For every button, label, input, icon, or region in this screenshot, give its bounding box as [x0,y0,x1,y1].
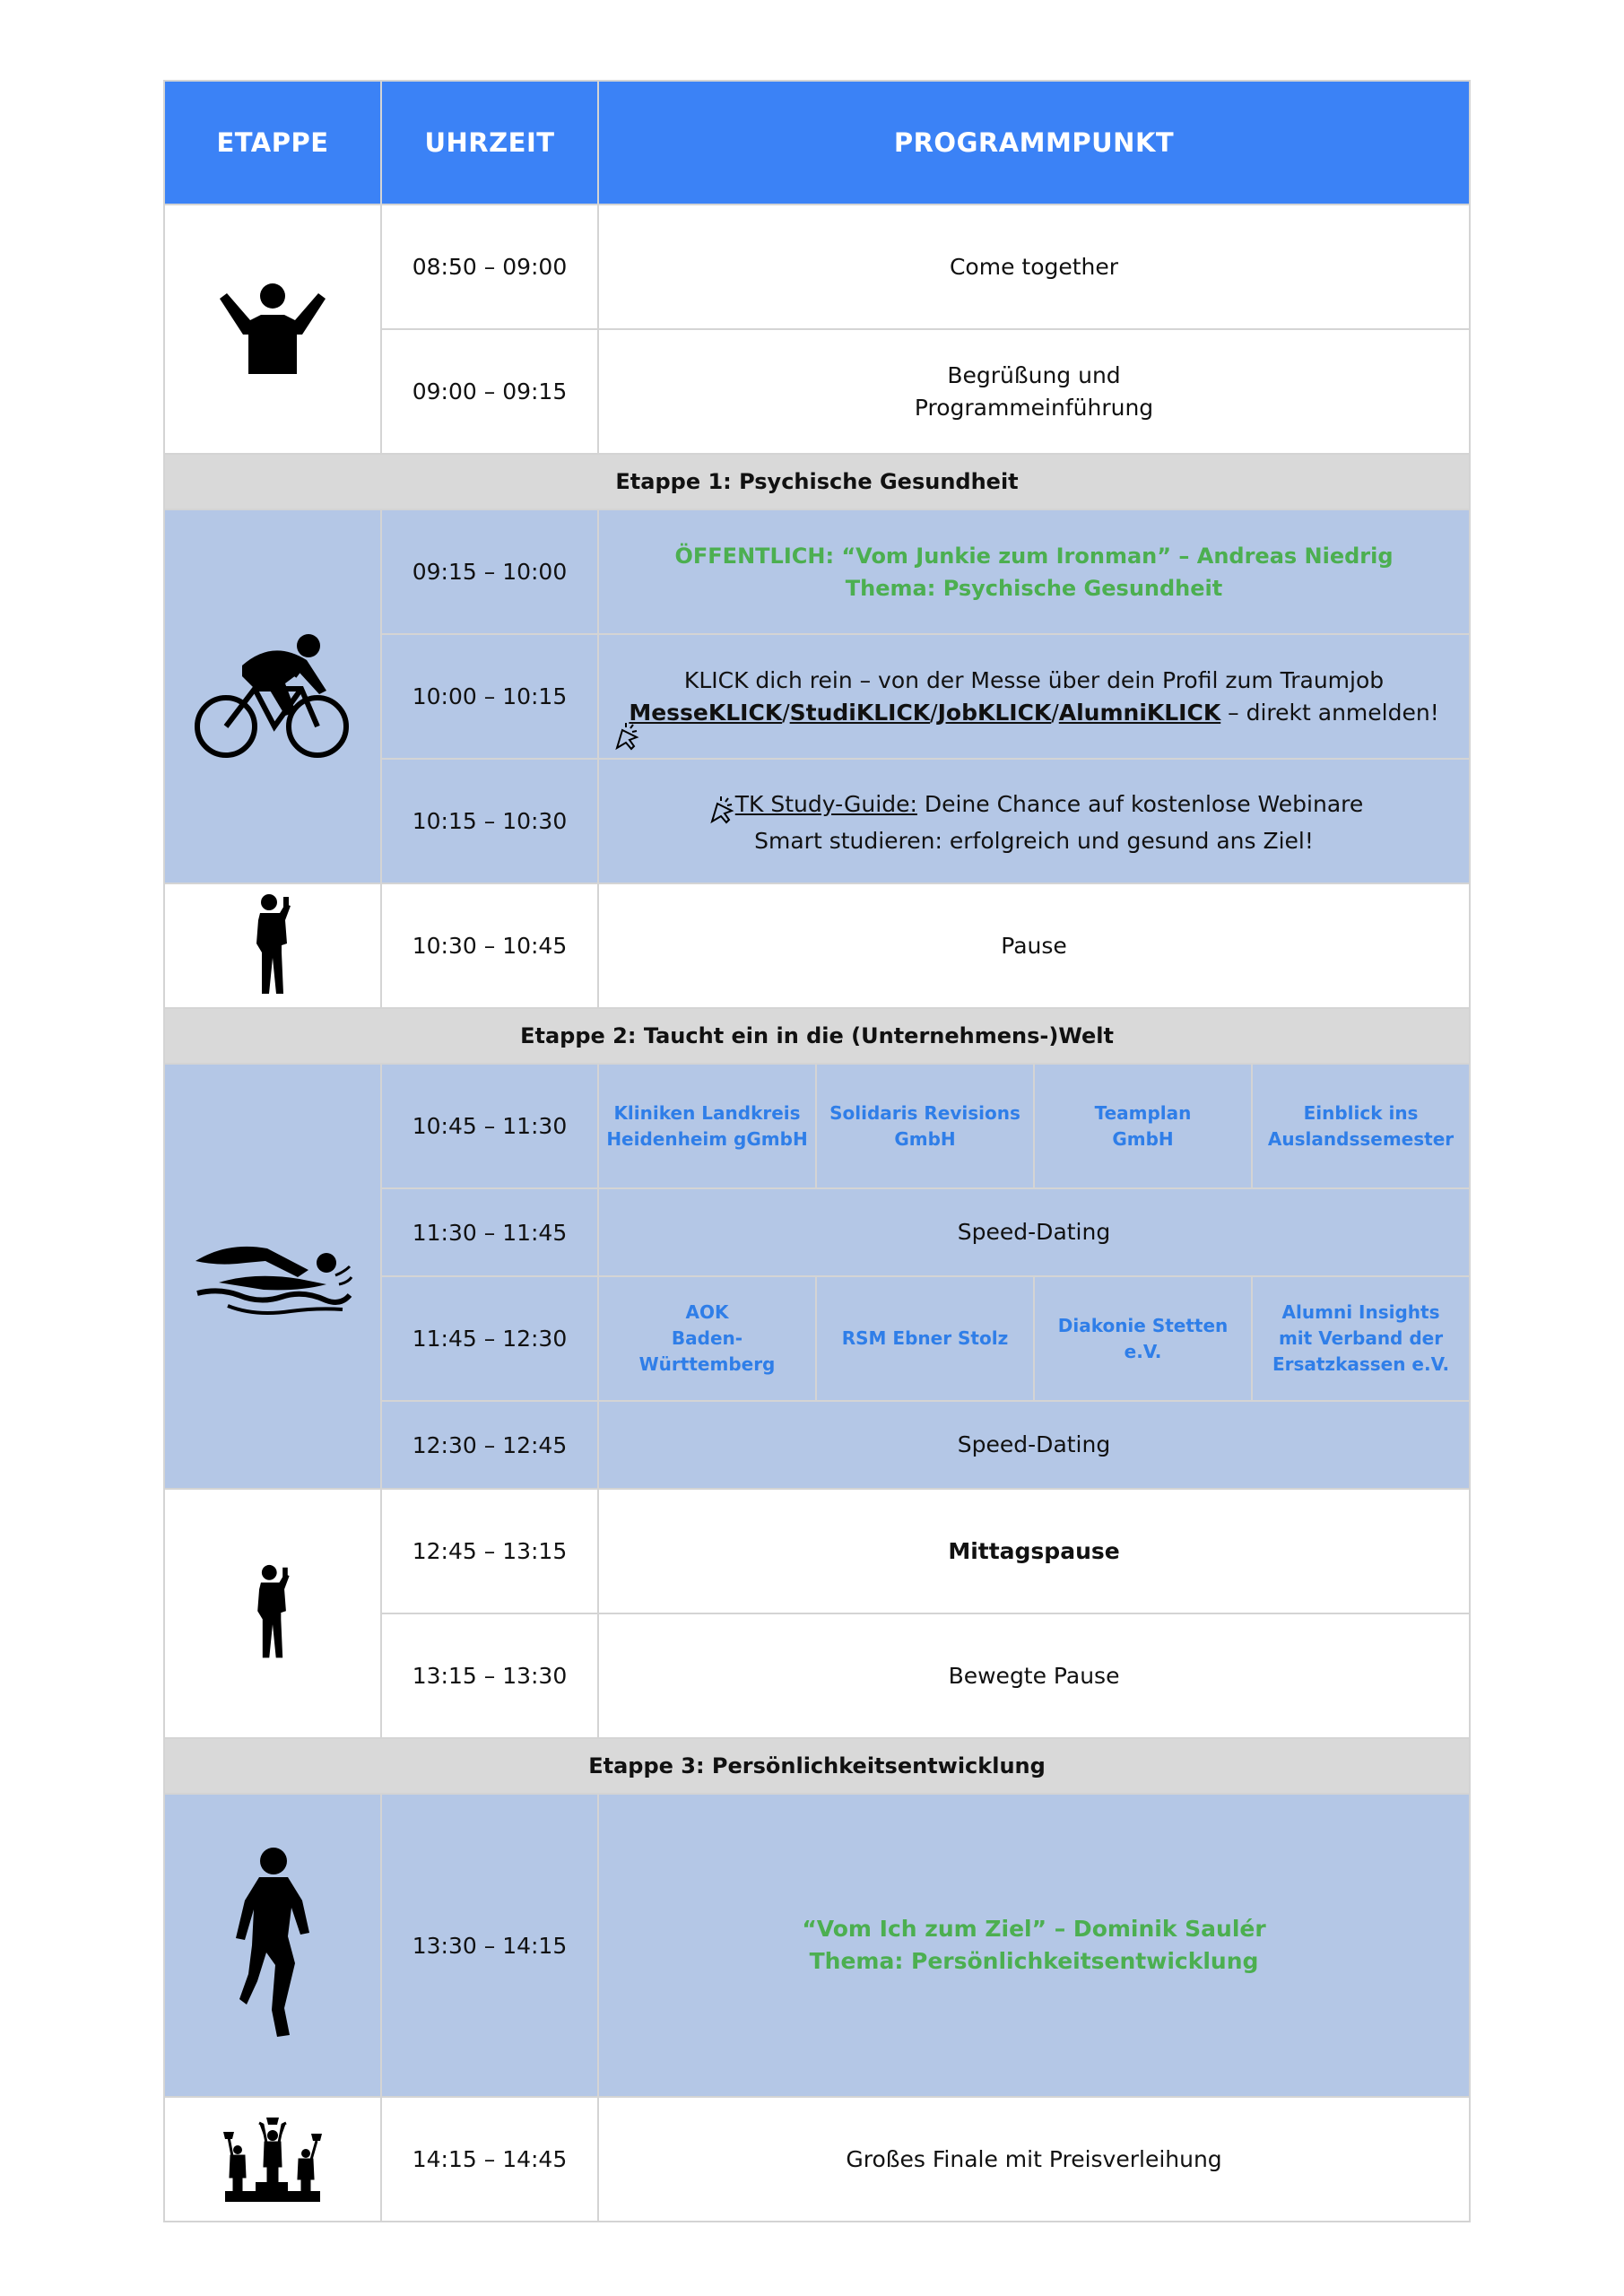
program-cell: Speed-Dating [598,1401,1470,1489]
table-row [164,883,1470,1008]
stage-title: Etappe 1: Psychische Gesundheit [164,454,1470,509]
time-cell: 14:15 – 14:45 [381,2097,598,2222]
program-cell [598,329,1470,454]
stage-row [164,1008,1470,1064]
table-row [164,2097,1470,2222]
stage-row [164,454,1470,509]
runner-icon [164,1794,381,2097]
header-uhrzeit: UHRZEIT [381,81,598,204]
program-cell [598,759,1470,883]
table-row [164,204,1470,329]
keynote-cell [598,509,1470,634]
click-cursor-icon [610,721,640,752]
alumniklick-link[interactable]: AlumniKLICK [1058,699,1221,726]
time-cell: 10:00 – 10:15 [381,634,598,759]
time-cell: 12:30 – 12:45 [381,1401,598,1489]
company-line: RSM Ebner Stolz [841,1327,1009,1349]
cyclist-icon [164,509,381,883]
company-line: Ersatzkassen e.V. [1272,1353,1450,1375]
table-row [164,509,1470,634]
time-cell: 08:50 – 09:00 [381,204,598,329]
time-cell: 10:30 – 10:45 [381,883,598,1008]
program-cell [598,634,1470,759]
cheering-person-icon [164,204,381,454]
company-cell [598,1276,816,1401]
tk-study-guide-link[interactable]: TK Study-Guide: [734,790,917,817]
table-row [164,1489,1470,1613]
program-cell: Großes Finale mit Preisverleihung [598,2097,1470,2222]
company-line: Kliniken Landkreis [613,1101,801,1124]
keynote-title: ÖFFENTLICH: “Vom Junkie zum Ironman” – Andreas Niedrig [674,543,1394,569]
company-line: Solidaris Revisions [829,1101,1020,1124]
time-cell: 09:15 – 10:00 [381,509,598,634]
company-cell [816,1064,1034,1188]
stage-title: Etappe 3: Persönlichkeitsentwicklung [164,1738,1470,1794]
company-cell [1252,1276,1470,1401]
company-line: Diakonie Stetten e.V. [1057,1314,1229,1362]
company-line: GmbH [894,1127,956,1150]
link-separator: / [930,699,938,726]
swimmer-icon [164,1064,381,1489]
header-etappe: ETAPPE [164,81,381,204]
podium-trophy-icon [164,2097,381,2222]
time-cell: 10:15 – 10:30 [381,759,598,883]
program-line: Smart studieren: erfolgreich und gesund ans Ziel! [754,827,1314,854]
company-cell [1252,1064,1470,1188]
header-programmpunkt: PROGRAMMPUNKT [598,81,1470,204]
keynote-topic: Thema: Persönlichkeitsentwicklung [809,1948,1259,1974]
drinking-person-icon [164,1489,381,1738]
program-cell: Bewegte Pause [598,1613,1470,1738]
company-line: mit Verband der [1278,1327,1444,1349]
company-line: Auslandssemester [1267,1127,1455,1150]
company-cell [816,1276,1034,1401]
company-line: GmbH [1112,1127,1174,1150]
program-cell: Pause [598,883,1470,1008]
messeklick-link[interactable]: MesseKLICK [629,699,783,726]
company-cell [1034,1276,1252,1401]
company-line: AOK [685,1301,729,1323]
time-cell: 13:15 – 13:30 [381,1613,598,1738]
stage-title: Etappe 2: Taucht ein in die (Unternehmens-)Welt [164,1008,1470,1064]
company-line: Teamplan [1094,1101,1192,1124]
company-line: Heidenheim gGmbH [606,1127,808,1150]
program-cell: Mittagspause [598,1489,1470,1613]
time-cell: 09:00 – 09:15 [381,329,598,454]
program-line: Begrüßung und [947,361,1121,388]
table-row [164,1794,1470,2097]
stage-row [164,1738,1470,1794]
register-suffix: – direkt anmelden! [1220,699,1439,726]
program-cell: Speed-Dating [598,1188,1470,1276]
keynote-title: “Vom Ich zum Ziel” – Dominik Saulér [802,1916,1266,1942]
table-header [164,81,1470,204]
program-cell: Come together [598,204,1470,329]
keynote-cell [598,1794,1470,2097]
program-table [163,80,1471,2222]
company-cell [598,1064,816,1188]
program-line: Programmeinführung [914,394,1154,421]
click-cursor-icon [705,795,735,825]
time-cell: 12:45 – 13:15 [381,1489,598,1613]
company-cell [1034,1064,1252,1188]
jobklick-link[interactable]: JobKLICK [937,699,1052,726]
company-line: Einblick ins [1303,1101,1419,1124]
company-line: Alumni Insights [1281,1301,1440,1323]
time-cell: 11:30 – 11:45 [381,1188,598,1276]
studiklick-link[interactable]: StudiKLICK [789,699,931,726]
drinking-person-icon [164,883,381,1008]
keynote-topic: Thema: Psychische Gesundheit [845,575,1223,601]
link-separator: / [1051,699,1059,726]
company-line: Baden-Württemberg [638,1327,776,1375]
table-row [164,1064,1470,1188]
program-line: Deine Chance auf kostenlose Webinare [916,790,1364,817]
time-cell: 11:45 – 12:30 [381,1276,598,1401]
time-cell: 10:45 – 11:30 [381,1064,598,1188]
time-cell: 13:30 – 14:15 [381,1794,598,2097]
link-separator: / [782,699,790,726]
program-line: KLICK dich rein – von der Messe über dein Profil zum Traumjob [683,666,1385,693]
